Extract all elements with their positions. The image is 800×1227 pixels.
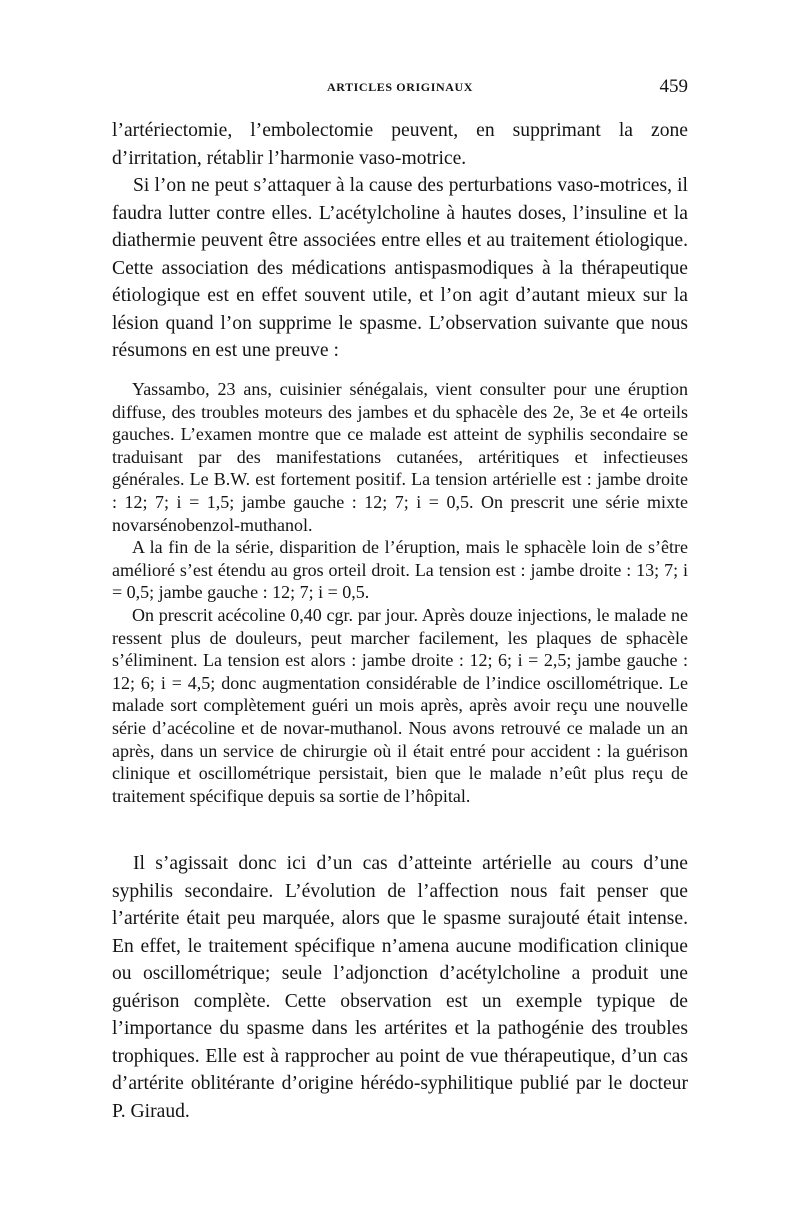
- page-number: 459: [659, 76, 688, 97]
- observation-paragraph-2: A la fin de la série, disparition de l’éruption, mais le sphacèle loin de s’être amélioré s’est étendu au gros orteil droit. La tension est : jambe droite : 13; 7; i = 0,5; jambe gauche : 12; 7; i = 0,5.: [112, 537, 688, 603]
- intro-section: [112, 117, 688, 365]
- page-header: [112, 76, 688, 100]
- observation-section: [112, 378, 688, 807]
- observation-paragraph-1: Yassambo, 23 ans, cuisinier sénégalais, vient consulter pour une éruption diffuse, des troubles moteurs des jambes et du sphacèle des 2e, 3e et 4e orteils gauches. L’examen montre que ce malade est atteint de syphilis secondaire se traduisant par des manifestations cutanées, artéritiques et infectieuses générales. Le B.W. est fortement positif. La tension artérielle est : jambe droite : 12; 7; i = 1,5; jambe gauche : 12; 7; i = 0,5. On prescrit une série mixte novarsénobenzol-muthanol.: [112, 379, 688, 535]
- observation-paragraph-3: On prescrit acécoline 0,40 cgr. par jour. Après douze injections, le malade ne ressent plus de douleurs, peut marcher facilement, les plaques de sphacèle s’éliminent. La tension est alors : jambe droite : 12; 6; i = 2,5; jambe gauche : 12; 6; i = 4,5; donc augmentation considérable de l’indice oscillométrique. Le malade sort complètement guéri un mois après, après avoir reçu une nouvelle série d’acécoline et de novar-muthanol. Nous avons retrouvé ce malade un an après, dans un service de chirurgie où il était entré pour accident : la guérison clinique et oscillométrique persistait, bien que le malade n’eût plus reçu de traitement spécifique depuis sa sortie de l’hôpital.: [112, 604, 688, 806]
- conclusion-paragraph-1: Il s’agissait donc ici d’un cas d’atteinte artérielle au cours d’une syphilis secondaire. L’évolution de l’affection nous fait penser que l’artérite était peu marquée, alors que le spasme surajouté était intense. En effet, le traitement spécifique n’amena aucune modification clinique ou oscillométrique; seule l’adjonction d’acétylcholine a produit une guérison complète. Cette observation est un exemple typique de l’importance du spasme dans les artérites et la pathogénie des troubles trophiques. Elle est à rapprocher au point de vue thérapeutique, d’un cas d’artérite oblitérante d’origine hérédo-syphilitique publié par le docteur P. Giraud.: [112, 853, 688, 1122]
- running-head: ARTICLES ORIGINAUX: [326, 80, 474, 94]
- intro-paragraph-2: Si l’on ne peut s’attaquer à la cause des perturbations vaso-motrices, il faudra lutter contre elles. L’acétylcholine à hautes doses, l’insuline et la diathermie peuvent être associées entre elles et au traitement étiologique. Cette association des médications antispasmodiques à la thérapeutique étiologique est en effet souvent utile, et l’on agit d’autant mieux sur la lésion quand l’on supprime le spasme. L’observation suivante que nous résumons en est une preuve :: [112, 175, 688, 361]
- intro-paragraph-1: l’artériectomie, l’embolectomie peuvent, en supprimant la zone d’irritation, rétablir l’harmonie vaso-motrice.: [112, 120, 688, 169]
- conclusion-section: [112, 850, 688, 1125]
